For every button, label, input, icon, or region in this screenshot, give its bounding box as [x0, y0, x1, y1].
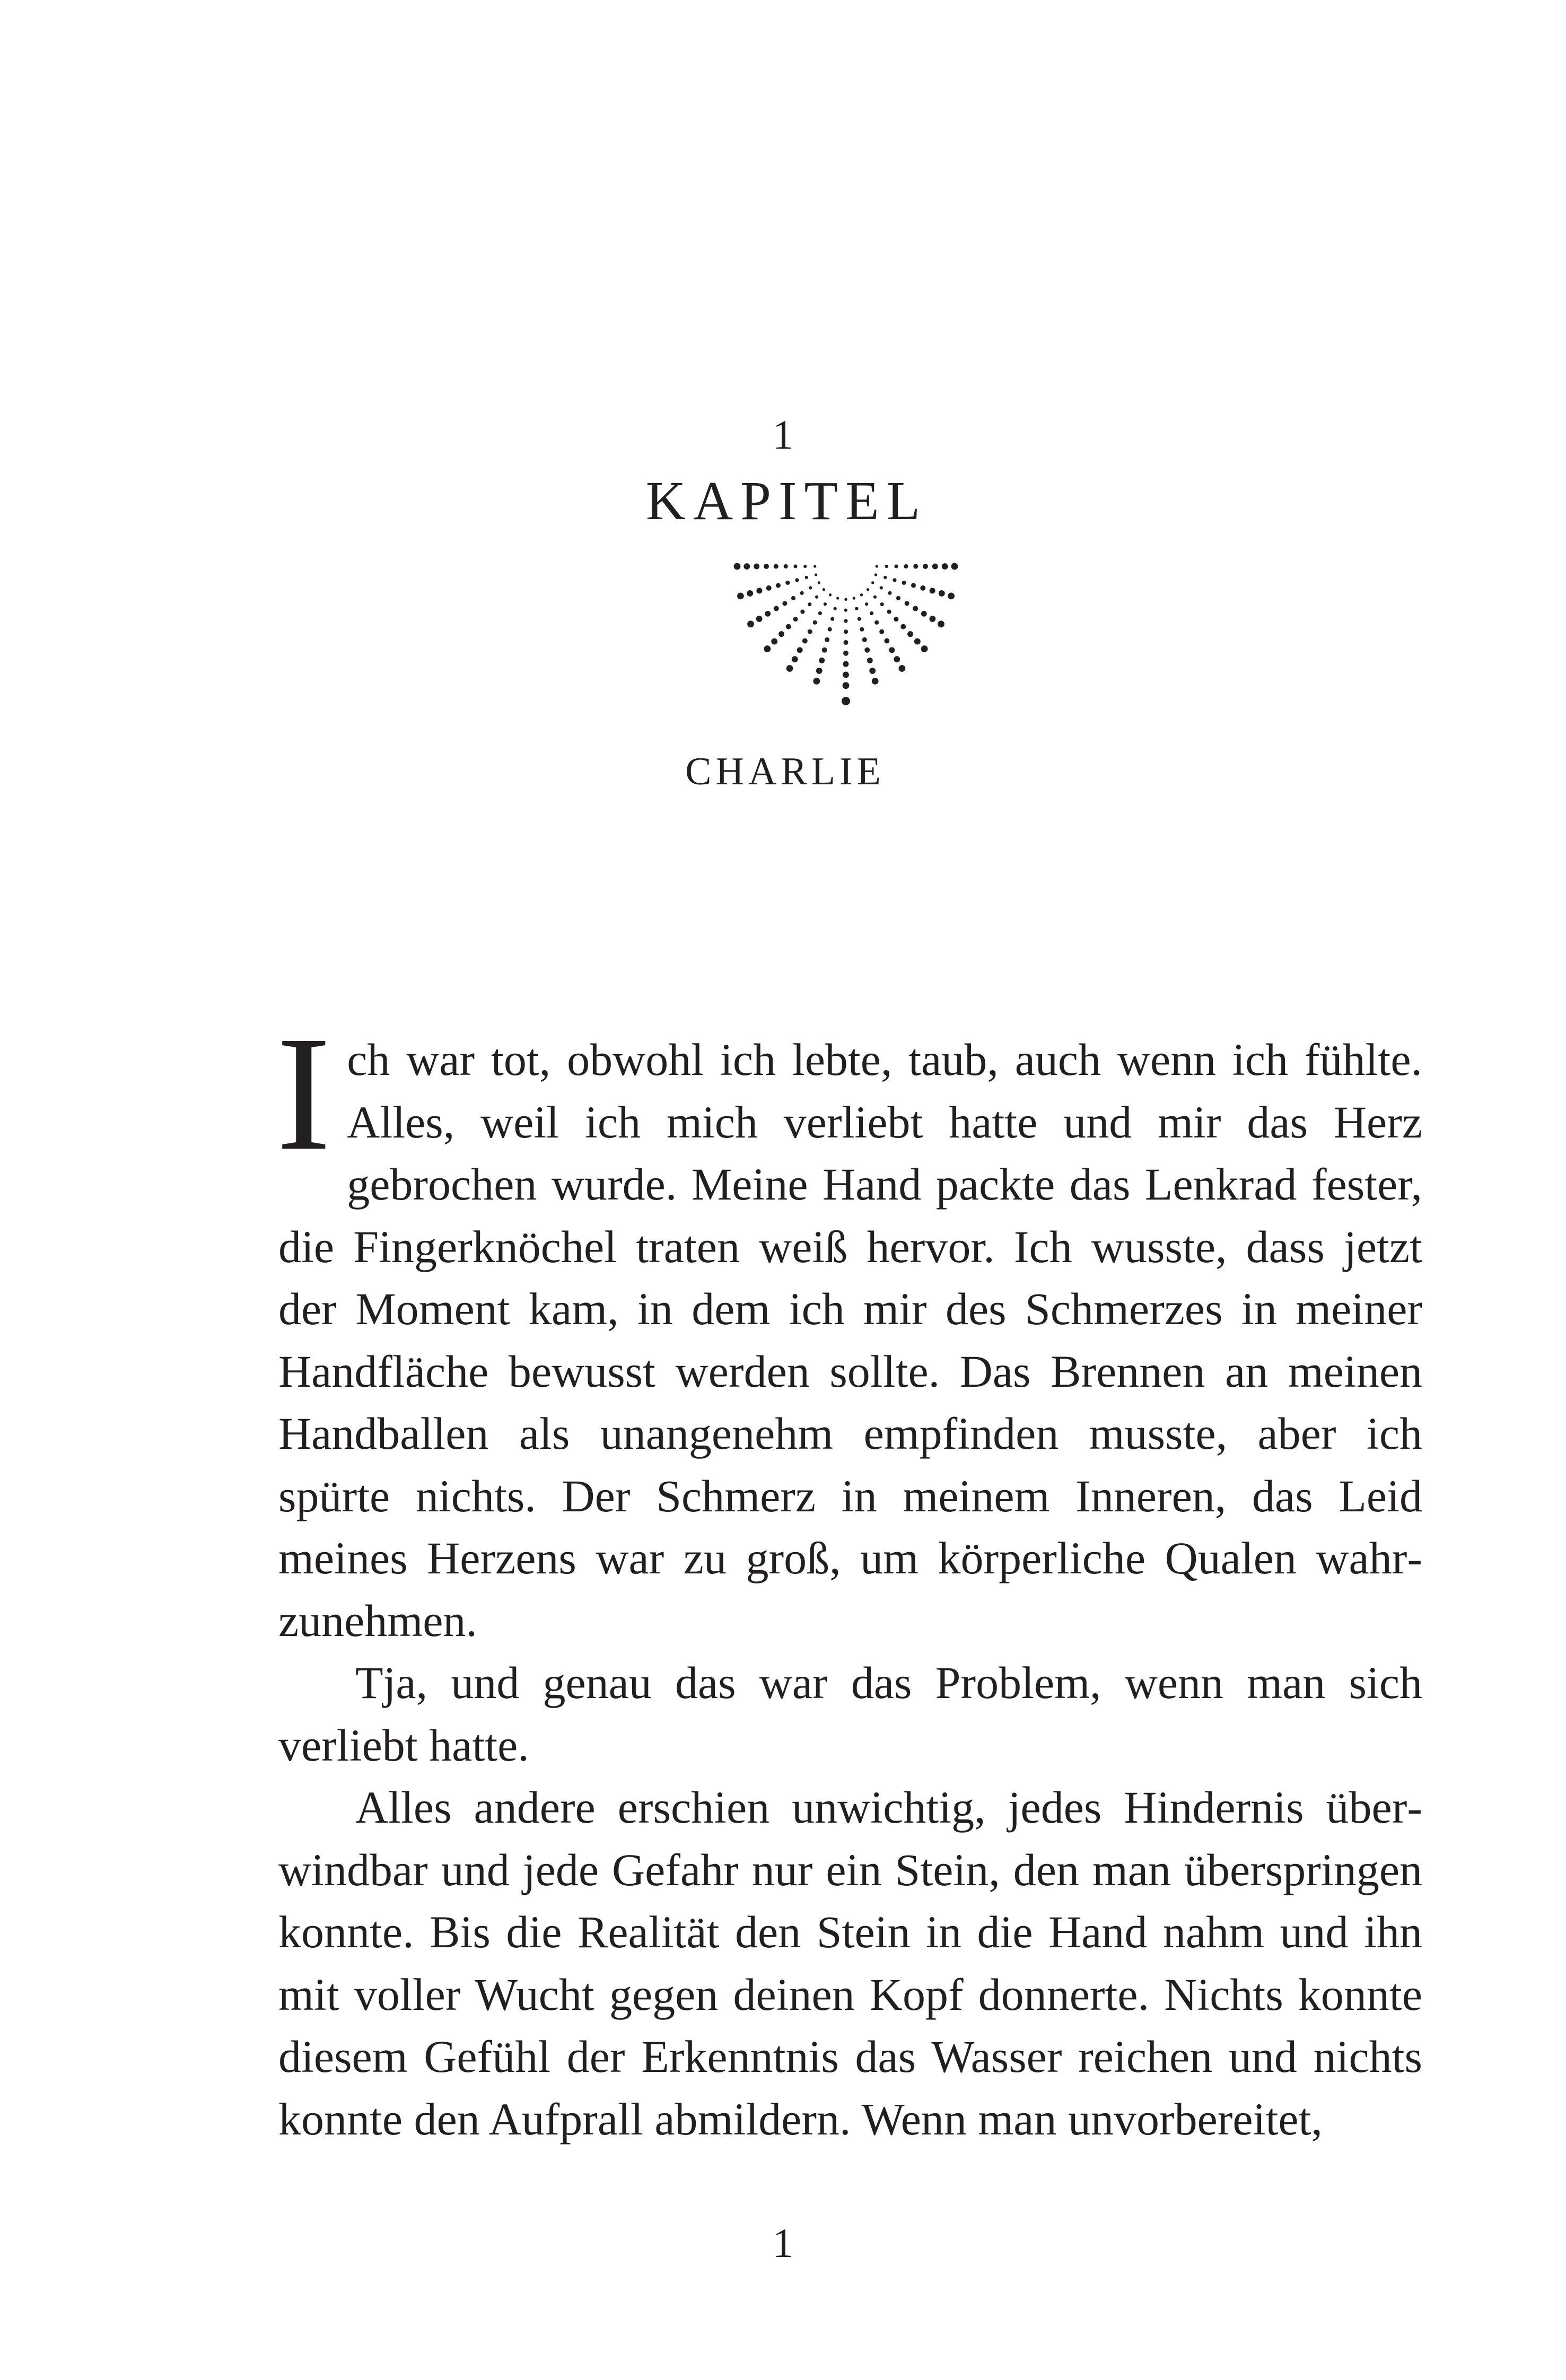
chapter-number: 1	[773, 412, 793, 458]
body-paragraph	[276, 1003, 1422, 1652]
page-number: 1	[773, 2220, 793, 2266]
chapter-body	[276, 1003, 1422, 2150]
body-paragraph: Alles andere erschien unwichtig, jedes Hindernis überwindbar und jede Gefahr nur ein Stein, den man überspringen konnte. Bis die Realität den Stein in die Hand nahm und ihn mit voller Wucht gegen deinen Kopf donnerte. Nichts konnte diesem Gefühl der Erkenntnis das Wasser reichen und nichts konnte den Aufprall abmildern. Wenn man unvorbereitet,	[278, 1782, 1422, 2145]
drop-cap: I	[276, 1003, 331, 1185]
body-paragraph: Tja, und genau das war das Problem, wenn man sich verliebt hatte.	[278, 1657, 1422, 1771]
chapter-heading: KAPITEL	[645, 470, 928, 531]
pov-character-name: CHARLIE	[685, 750, 885, 793]
paragraph-text: ch war tot, obwohl ich lebte, taub, auch wenn ich fühlte. Alles, weil ich mich verliebt hatte und mir das Herz gebrochen wurde. Meine Hand packte das Lenkrad fester, die Fingerknöchel traten weiß hervor. Ich wusste, dass jetzt der Moment kam, in dem ich mir des Schmerzes in meiner Handfläche bewusst werden sollte. Das Brennen an meinen Handballen als unangenehm empfinden musste, aber ich spürte nichts. Der Schmerz in meinem Inneren, das Leid meines Herzens war zu groß, um körperliche Qualen wahrzunehmen.	[278, 1034, 1422, 1646]
sunburst-dots-icon	[724, 562, 968, 711]
